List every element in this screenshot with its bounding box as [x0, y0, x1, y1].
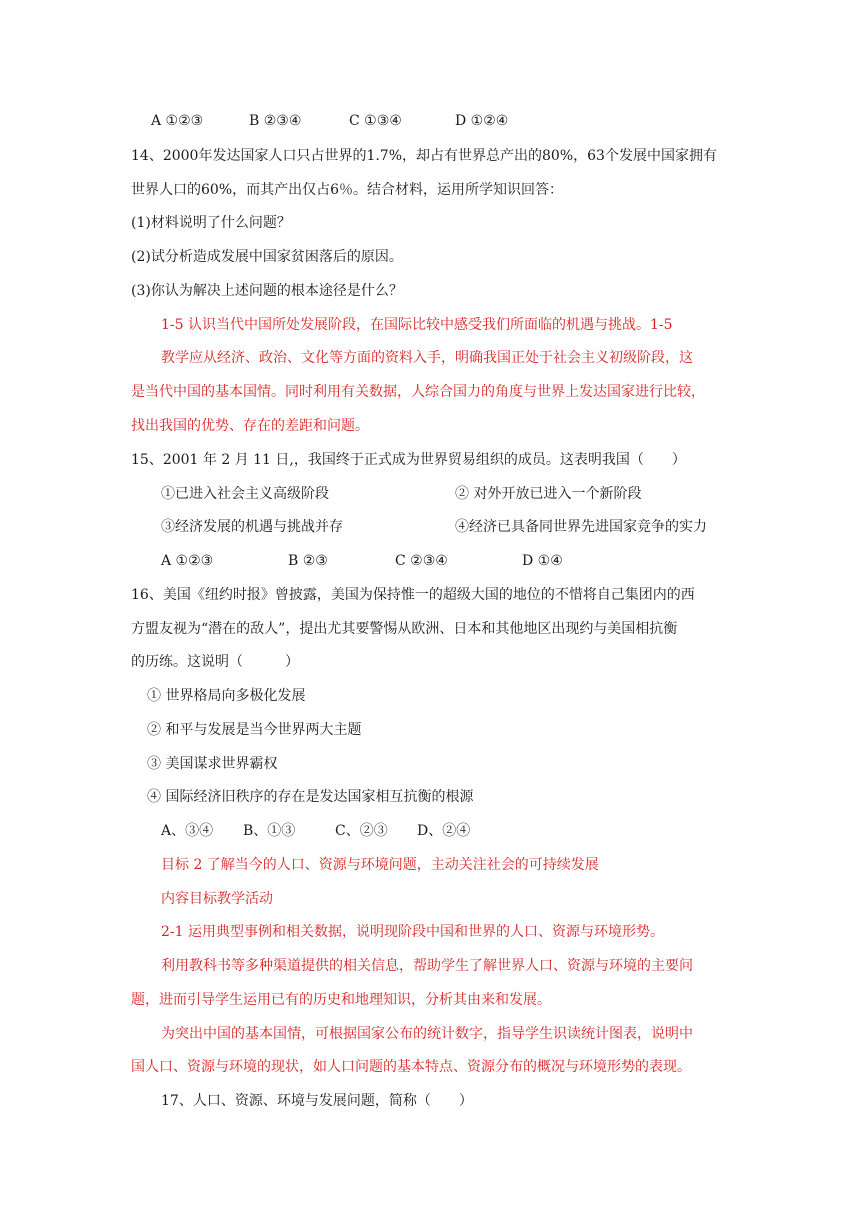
standard-1-5-title: 1-5 认识当代中国所处发展阶段，在国际比较中感受我们所面临的机遇与挑战。1-5 [161, 317, 673, 333]
q15-options [161, 551, 563, 571]
q13-options [151, 111, 508, 131]
goal-2-para2-line1: 为突出中国的基本国情，可根据国家公布的统计数字，指导学生识读统计图表，说明中 [161, 1026, 693, 1042]
q15-option-a: A ①②③ [161, 553, 214, 569]
q14-sub-question-2: (2)试分析造成发展中国家贫困落后的原因。 [131, 249, 403, 265]
q15-stem: 15、2001 年 2 月 11 日,，我国终于正式成为世界贸易组织的成员。这表明我国（ ） [131, 452, 686, 468]
q14-sub-question-1: (1)材料说明了什么问题？ [131, 215, 291, 231]
q16-stem-line2: 方盟友视为“潜在的敌人”，提出尤其要警惕从欧洲、日本和其他地区出现约与美国相抗衡 [131, 621, 678, 637]
goal-2-para1-line1: 利用教科书等多种渠道提供的相关信息，帮助学生了解世界人口、资源与环境的主要问 [161, 958, 693, 974]
q13-option-c: C ①③④ [349, 113, 402, 129]
q16-item-3: ③ 美国谋求世界霸权 [147, 756, 278, 772]
q15-item-4: ④经济已具备同世界先进国家竞争的实力 [455, 519, 707, 535]
q15-item-2: ② 对外开放已进入一个新阶段 [455, 486, 642, 502]
q13-option-a: A ①②③ [151, 113, 204, 129]
q15-item-3: ③经济发展的机遇与挑战并存 [161, 519, 343, 535]
standard-1-5-line2: 是当代中国的基本国情。同时利用有关数据，人综合国力的角度与世界上发达国家进行比较， [131, 384, 705, 400]
q16-item-4: ④ 国际经济旧秩序的存在是发达国家相互抗衡的根源 [147, 789, 474, 805]
q13-option-b: B ②③④ [249, 113, 302, 129]
q13-option-d: D ①②④ [455, 113, 509, 129]
q16-item-1: ① 世界格局向多极化发展 [147, 688, 306, 704]
goal-2-para1-line2: 题，进而引导学生运用已有的历史和地理知识，分析其由来和发展。 [131, 992, 551, 1008]
goal-2-title: 目标 2 了解当今的人口、资源与环境问题，主动关注社会的可持续发展 [161, 857, 599, 873]
goal-2-subtitle: 内容目标教学活动 [161, 891, 273, 907]
standard-1-5-line1: 教学应从经济、政治、文化等方面的资料入手，明确我国正处于社会主义初级阶段，这 [161, 350, 693, 366]
q17-stem: 17、人口、资源、环境与发展问题，简称（ ） [161, 1093, 473, 1109]
q14-stem-line2: 世界人口的60%，而其产出仅占6％。结合材料，运用所学知识回答： [131, 182, 564, 198]
standard-1-5-line3: 找出我国的优势、存在的差距和问题。 [131, 418, 369, 434]
q16-option-d: D、②④ [417, 823, 471, 839]
q15-option-c: C ②③④ [395, 553, 448, 569]
q16-options [161, 821, 470, 841]
q15-option-d: D ①④ [522, 553, 563, 569]
goal-2-para2-line2: 国人口、资源与环境的现状，如人口问题的基本特点、资源分布的概况与环境形势的表现。 [131, 1059, 691, 1075]
q16-option-b: B、①③ [243, 823, 296, 839]
q15-option-b: B ②③ [288, 553, 328, 569]
q16-stem-line3: 的历练。这说明（ ） [131, 654, 299, 670]
standard-2-1: 2-1 运用典型事例和相关数据，说明现阶段中国和世界的人口、资源与环境形势。 [161, 924, 664, 940]
q16-stem-line1: 16、美国《纽约时报》曾披露，美国为保持惟一的超级大国的地位的不惜将自己集团内的西 [131, 587, 695, 603]
q16-option-a: A、③④ [161, 823, 214, 839]
q15-item-1: ①已进入社会主义高级阶段 [161, 486, 329, 502]
q14-stem-line1: 14、2000年发达国家人口只占世界的1.7%，却占有世界总产出的80%，63个发展中国家拥有 [131, 148, 717, 164]
q16-option-c: C、②③ [335, 823, 388, 839]
q16-item-2: ② 和平与发展是当今世界两大主题 [147, 722, 362, 738]
q14-sub-question-3: (3)你认为解决上述问题的根本途径是什么？ [131, 283, 403, 299]
